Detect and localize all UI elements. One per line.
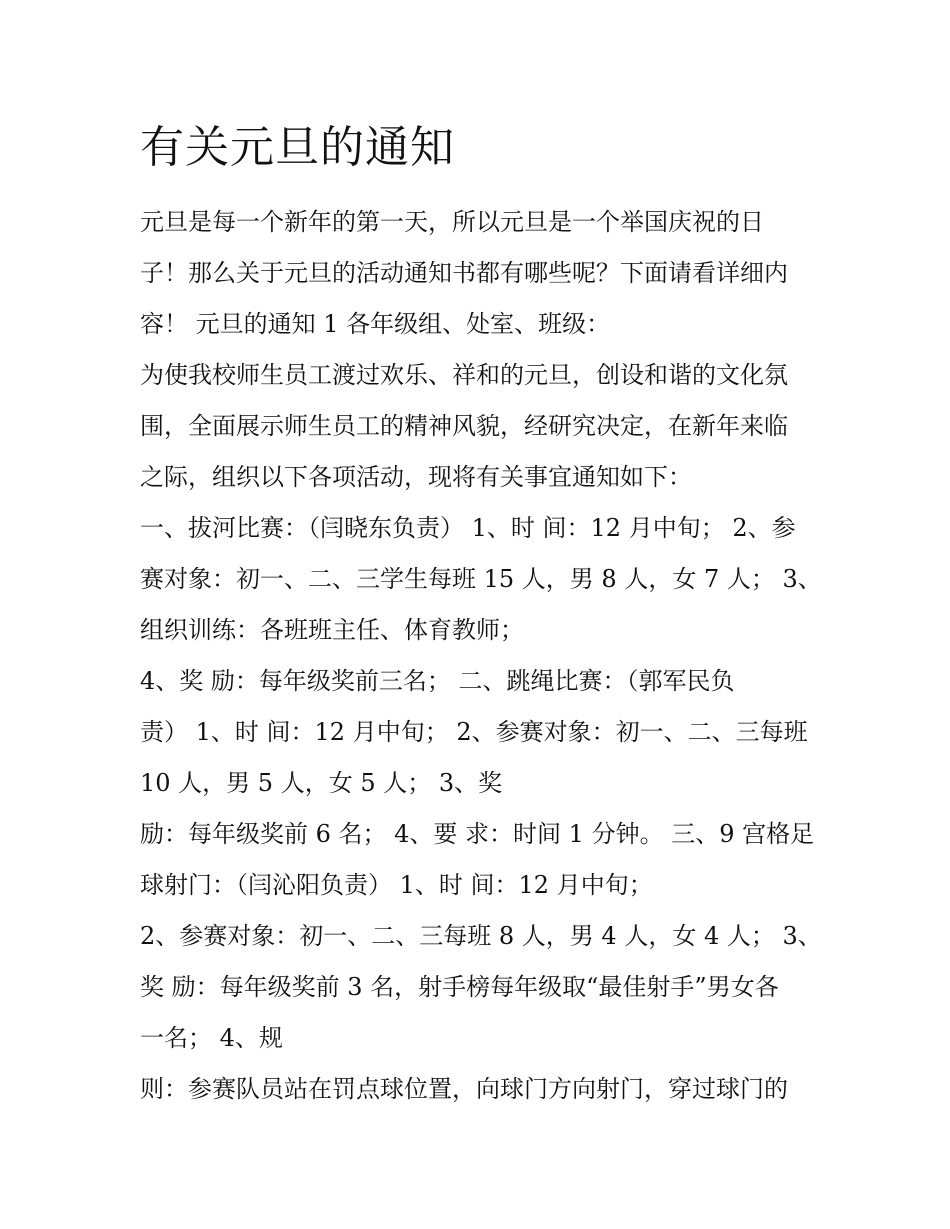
- body-line-12: 10 人，男 5 人，女 5 人； 3、奖: [140, 769, 503, 797]
- body-line-7: 一、拔河比赛：（闫晓东负责） 1、时 间：12 月中旬； 2、参: [140, 514, 796, 542]
- body-line-16: 奖 励：每年级奖前 3 名，射手榜每年级取“最佳射手”男女各: [140, 973, 779, 1001]
- body-line-15: 2、参赛对象：初一、二、三每班 8 人，男 4 人，女 4 人； 3、: [140, 922, 822, 950]
- body-line-13: 励：每年级奖前 6 名； 4、要 求：时间 1 分钟。 三、9 宫格足: [140, 820, 815, 848]
- body-line-1: 元旦是每一个新年的第一天，所以元旦是一个举国庆祝的日: [140, 208, 764, 236]
- body-line-14: 球射门：（闫沁阳负责） 1、时 间：12 月中旬；: [140, 871, 653, 899]
- body-line-8: 赛对象：初一、二、三学生每班 15 人，男 8 人，女 7 人； 3、: [140, 565, 822, 593]
- body-line-5: 围，全面展示师生员工的精神风貌，经研究决定，在新年来临: [140, 412, 788, 440]
- body-line-3: 容！ 元旦的通知 1 各年级组、处室、班级：: [140, 310, 611, 338]
- body-line-9: 组织训练：各班班主任、体育教师；: [140, 616, 524, 644]
- document-title: 有关元旦的通知: [140, 122, 455, 173]
- body-line-6: 之际，组织以下各项活动，现将有关事宜通知如下：: [140, 463, 692, 491]
- body-line-11: 责） 1、时 间：12 月中旬； 2、参赛对象：初一、二、三每班: [140, 718, 808, 746]
- body-line-10: 4、奖 励：每年级奖前三名； 二、跳绳比赛：（郭军民负: [140, 667, 735, 695]
- body-line-4: 为使我校师生员工渡过欢乐、祥和的元旦，创设和谐的文化氛: [140, 361, 788, 389]
- body-line-18: 则：参赛队员站在罚点球位置，向球门方向射门，穿过球门的: [140, 1075, 788, 1103]
- body-line-2: 子！那么关于元旦的活动通知书都有哪些呢？下面请看详细内: [140, 259, 788, 287]
- body-line-17: 一名； 4、规: [140, 1024, 283, 1052]
